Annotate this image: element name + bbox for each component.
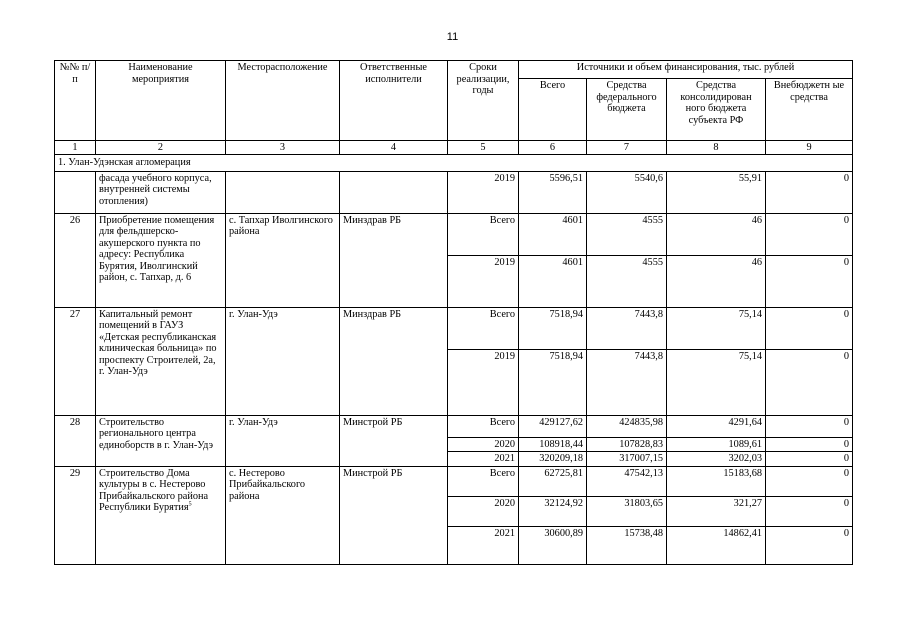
table-row — [55, 171, 853, 213]
header-extra: Внебюджетн ые средства — [766, 79, 853, 141]
cell-regional: 55,91 — [667, 171, 766, 213]
column-index: 8 — [667, 141, 766, 155]
header-location: Месторасположение — [226, 61, 340, 141]
cell-responsible: Минстрой РБ — [340, 466, 448, 564]
cell-total: 7518,94 — [519, 307, 587, 349]
cell-location: с. Тапхар Иволгинского района — [226, 213, 340, 307]
cell-year: 2020 — [448, 437, 519, 452]
cell-location: г. Улан-Удэ — [226, 307, 340, 415]
table-row — [55, 415, 853, 437]
cell-num: 26 — [55, 213, 96, 307]
column-index: 1 — [55, 141, 96, 155]
cell-total: 4601 — [519, 255, 587, 307]
cell-num — [55, 171, 96, 213]
cell-federal: 5540,6 — [587, 171, 667, 213]
cell-responsible: Минстрой РБ — [340, 415, 448, 466]
cell-year: Всего — [448, 213, 519, 255]
cell-regional: 3202,03 — [667, 452, 766, 467]
cell-year: 2020 — [448, 496, 519, 526]
column-index: 2 — [96, 141, 226, 155]
cell-total: 5596,51 — [519, 171, 587, 213]
page-number: 11 — [446, 31, 459, 43]
cell-total: 62725,81 — [519, 466, 587, 496]
cell-total: 7518,94 — [519, 349, 587, 415]
cell-extra: 0 — [766, 466, 853, 496]
header-name: Наименование мероприятия — [96, 61, 226, 141]
cell-total: 30600,89 — [519, 526, 587, 564]
cell-name-text: Строительство Дома культуры в с. Нестерово Прибайкальского района Республики Бурятия — [99, 467, 209, 513]
cell-num: 29 — [55, 466, 96, 564]
cell-total: 32124,92 — [519, 496, 587, 526]
table-row — [55, 466, 853, 496]
cell-federal: 47542,13 — [587, 466, 667, 496]
cell-extra: 0 — [766, 307, 853, 349]
cell-regional: 75,14 — [667, 349, 766, 415]
cell-federal: 424835,98 — [587, 415, 667, 437]
cell-regional: 46 — [667, 213, 766, 255]
cell-extra: 0 — [766, 496, 853, 526]
cell-federal: 31803,65 — [587, 496, 667, 526]
header-total: Всего — [519, 79, 587, 141]
cell-federal: 317007,15 — [587, 452, 667, 467]
column-index: 9 — [766, 141, 853, 155]
cell-name: Приобретение помещения для фельдшерско-акушерского пункта по адресу: Республика Бурятия, Иволгинский район, с. Тапхар, д. 6 — [96, 213, 226, 307]
header-finance: Источники и объем финансирования, тыс. рублей — [519, 61, 853, 79]
column-index: 4 — [340, 141, 448, 155]
cell-responsible: Минздрав РБ — [340, 213, 448, 307]
header-federal: Средства федерального бюджета — [587, 79, 667, 141]
cell-year: Всего — [448, 415, 519, 437]
cell-year: Всего — [448, 307, 519, 349]
cell-year: Всего — [448, 466, 519, 496]
cell-federal: 4555 — [587, 213, 667, 255]
column-index: 3 — [226, 141, 340, 155]
cell-regional: 14862,41 — [667, 526, 766, 564]
column-index-row — [55, 141, 853, 155]
cell-regional: 46 — [667, 255, 766, 307]
cell-responsible — [340, 171, 448, 213]
cell-extra: 0 — [766, 452, 853, 467]
cell-num: 27 — [55, 307, 96, 415]
column-index: 5 — [448, 141, 519, 155]
cell-federal: 7443,8 — [587, 349, 667, 415]
table-row — [55, 307, 853, 349]
cell-num: 28 — [55, 415, 96, 466]
cell-total: 320209,18 — [519, 452, 587, 467]
cell-year: 2019 — [448, 349, 519, 415]
cell-responsible: Минздрав РБ — [340, 307, 448, 415]
cell-extra: 0 — [766, 526, 853, 564]
cell-year: 2021 — [448, 526, 519, 564]
cell-federal: 15738,48 — [587, 526, 667, 564]
header-num: №№ п/п — [55, 61, 96, 141]
cell-name: Строительство регионального центра единоборств в г. Улан-Удэ — [96, 415, 226, 466]
cell-year: 2021 — [448, 452, 519, 467]
table-row — [55, 213, 853, 255]
header-regional: Средства консолидирован ного бюджета субъекта РФ — [667, 79, 766, 141]
cell-federal: 4555 — [587, 255, 667, 307]
cell-total: 429127,62 — [519, 415, 587, 437]
footnote-marker: 5 — [188, 501, 192, 508]
cell-year: 2019 — [448, 171, 519, 213]
cell-extra: 0 — [766, 171, 853, 213]
cell-extra: 0 — [766, 255, 853, 307]
header-years: Сроки реализации, годы — [448, 61, 519, 141]
cell-regional: 4291,64 — [667, 415, 766, 437]
column-index: 6 — [519, 141, 587, 155]
cell-name: фасада учебного корпуса, внутренней системы отопления) — [96, 171, 226, 213]
cell-federal: 107828,83 — [587, 437, 667, 452]
cell-regional: 75,14 — [667, 307, 766, 349]
cell-regional: 1089,61 — [667, 437, 766, 452]
cell-location — [226, 171, 340, 213]
cell-total: 108918,44 — [519, 437, 587, 452]
cell-extra: 0 — [766, 437, 853, 452]
cell-extra: 0 — [766, 213, 853, 255]
cell-federal: 7443,8 — [587, 307, 667, 349]
cell-extra: 0 — [766, 349, 853, 415]
cell-name: Капитальный ремонт помещений в ГАУЗ «Детская республиканская клиническая больница» по проспекту Строителей, 2а, г. Улан-Удэ — [96, 307, 226, 415]
cell-location: г. Улан-Удэ — [226, 415, 340, 466]
header-responsible: Ответственные исполнители — [340, 61, 448, 141]
cell-year: 2019 — [448, 255, 519, 307]
cell-total: 4601 — [519, 213, 587, 255]
financing-table — [54, 60, 853, 565]
cell-location: с. Нестерово Прибайкальского района — [226, 466, 340, 564]
section-title: 1. Улан-Удэнская агломерация — [55, 155, 853, 172]
cell-regional: 15183,68 — [667, 466, 766, 496]
column-index: 7 — [587, 141, 667, 155]
cell-name — [96, 466, 226, 564]
cell-regional: 321,27 — [667, 496, 766, 526]
cell-extra: 0 — [766, 415, 853, 437]
